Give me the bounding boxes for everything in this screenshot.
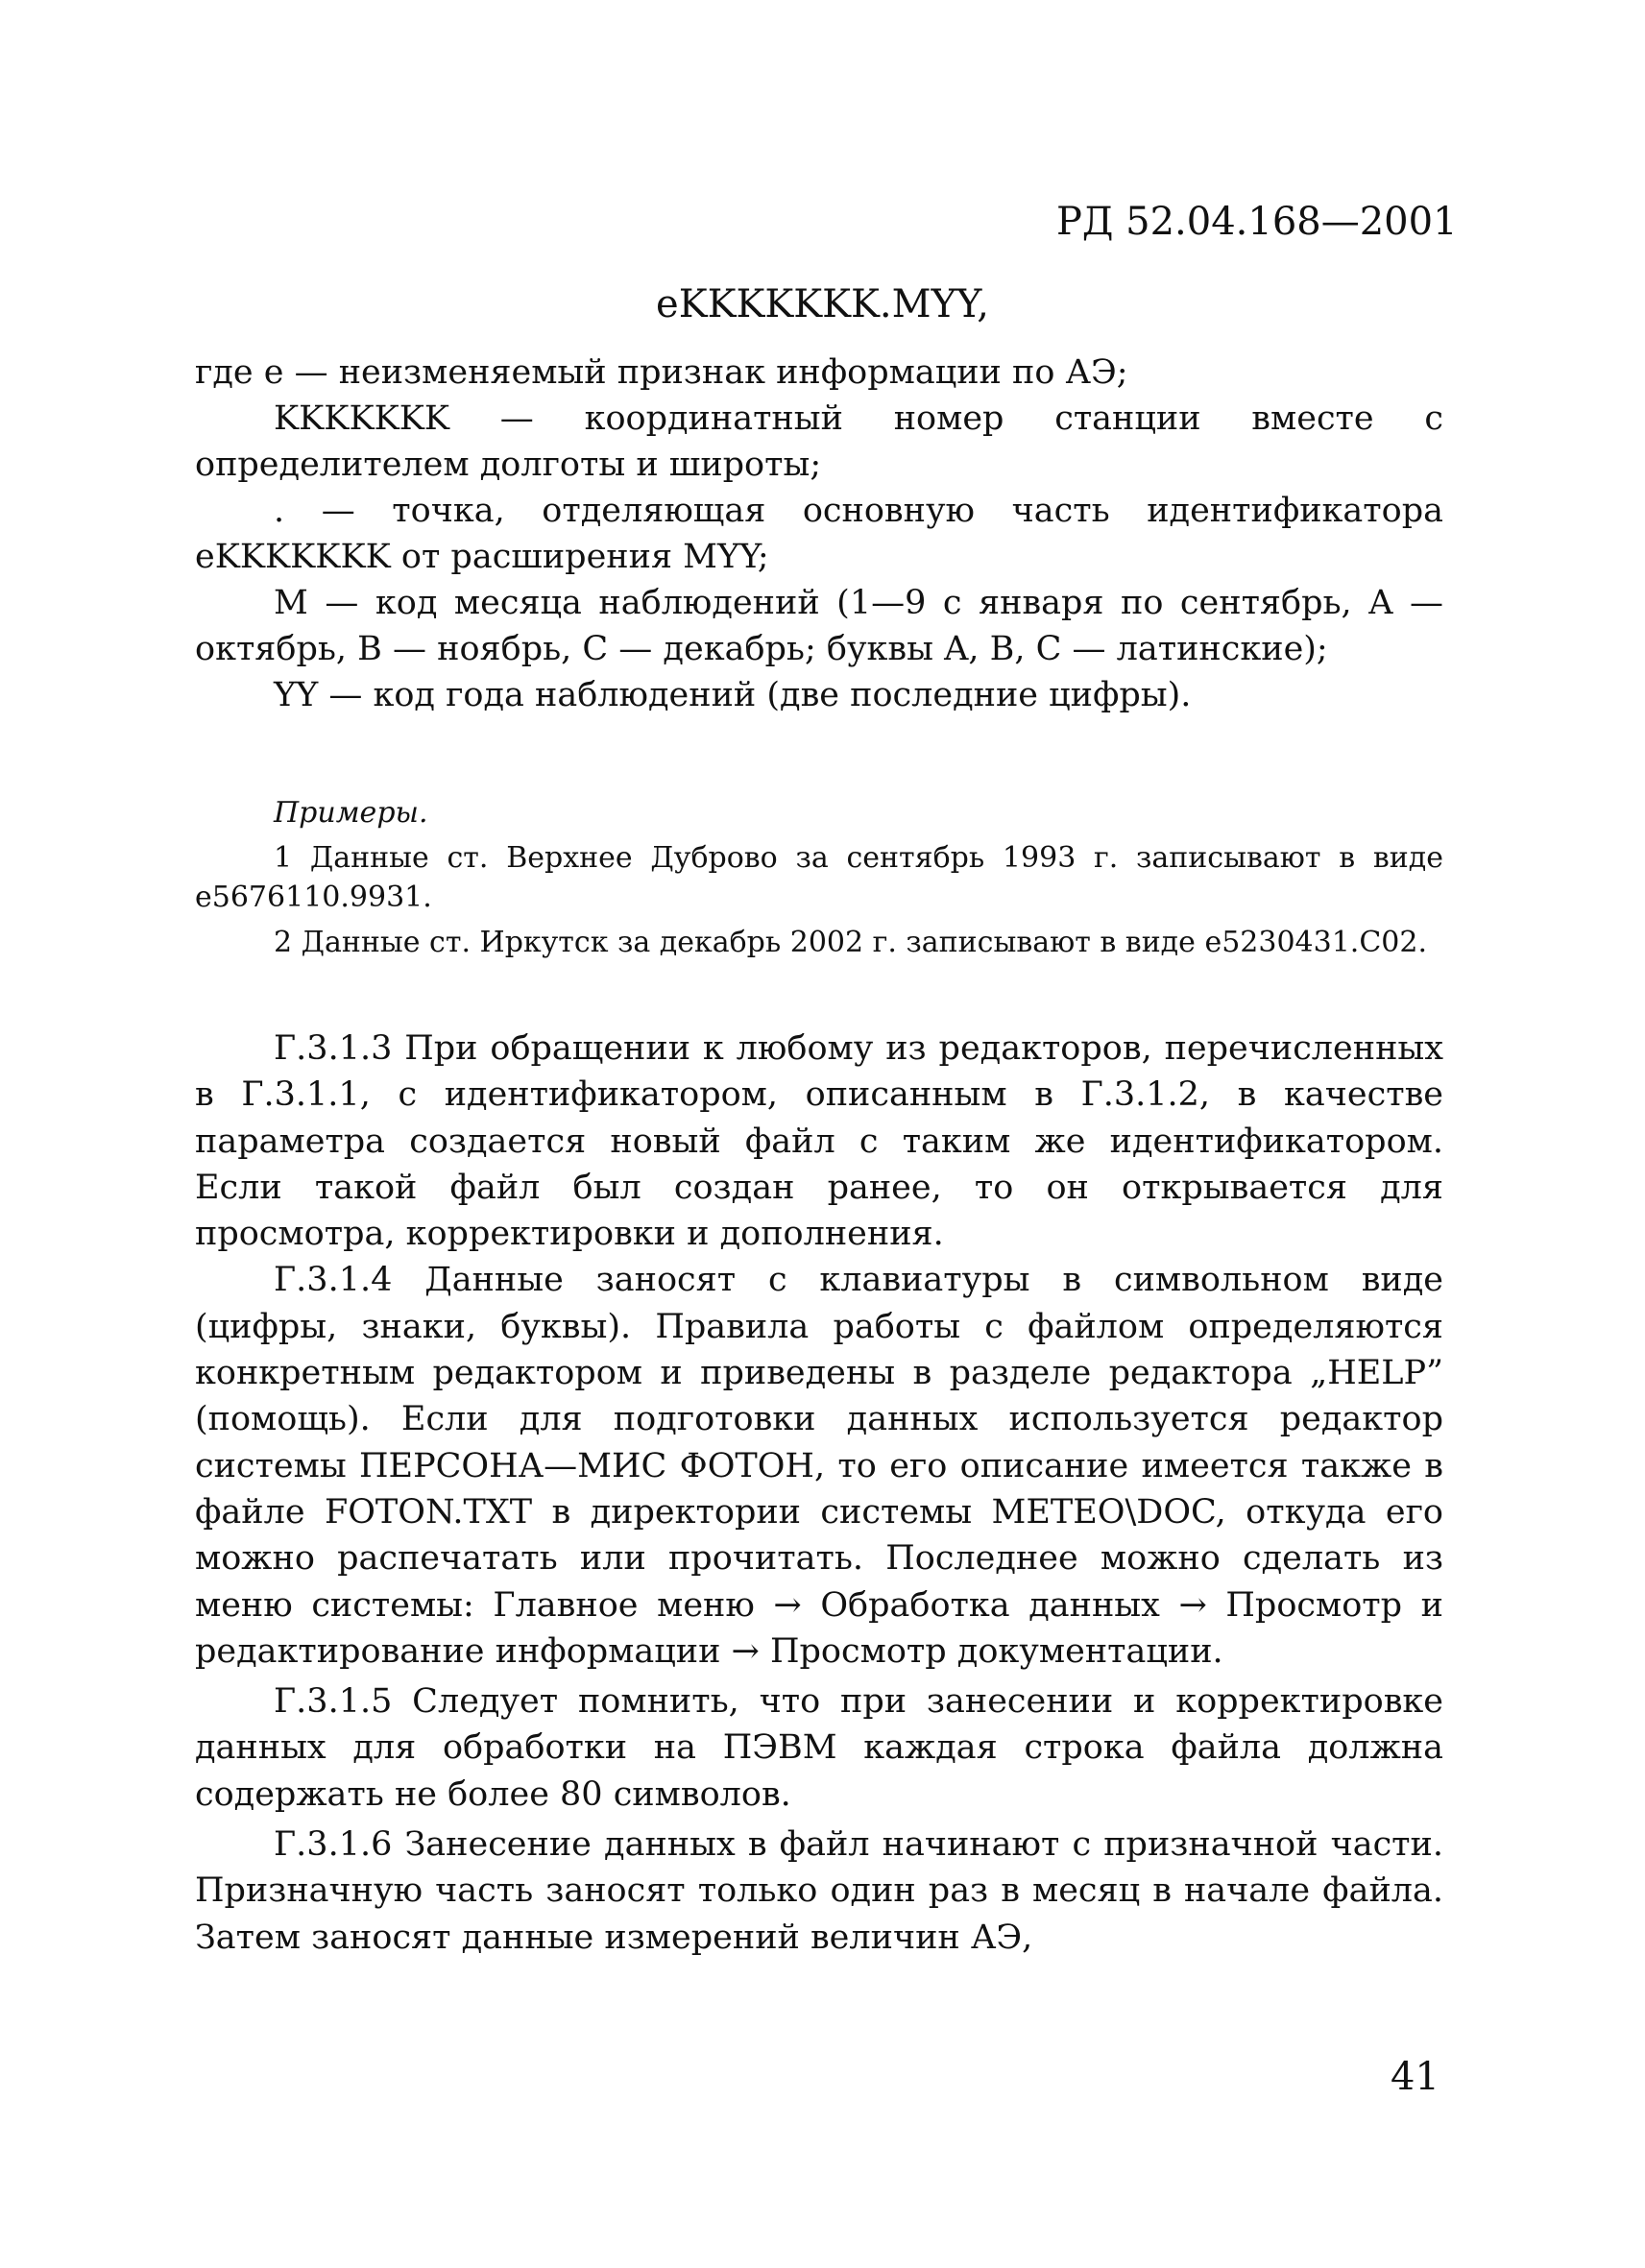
definition-item: M — код месяца наблюдений (1—9 с января по сентябрь, A — октябрь, B — ноябрь, C — декабрь; буквы A, B, C — латинские); (195, 584, 1443, 668)
examples-section (195, 793, 1443, 968)
document-code: РД 52.04.168—2001 (1056, 200, 1458, 244)
definition-item: . — точка, отделяющая основную часть идентификатора eKKKKKKK от расширения MYY; (195, 492, 1443, 576)
example-item: 1 Данные ст. Верхнее Дуброво за сентябрь 1993 г. записывают в виде e5676110.9931. (195, 841, 1443, 914)
paragraph-g3-1-4: Г.3.1.4 Данные заносят с клавиатуры в символьном виде (цифры, знаки, буквы). Правила работы с файлом определяются конкретным редактором и приведены в разделе редактора „HELP” (помощь). Если для подготовки данных используется редактор системы ПЕРСОНА—МИС ФОТОН, то его описание имеется также в файле FOTON.TXT в директории системы METEO\DOC, откуда его можно распечатать или прочитать. Последнее можно сделать из меню системы: Главное меню → Обработка данных → Просмотр и редактирование информации → Просмотр документации. (195, 1261, 1443, 1671)
examples-title: Примеры. (274, 796, 428, 830)
example-item: 2 Данные ст. Иркутск за декабрь 2002 г. записывают в виде e5230431.C02. (274, 926, 1428, 959)
paragraph-g3-1-6: Г.3.1.6 Занесение данных в файл начинают с призначной части. Призначную часть заносят только один раз в месяц в начале файла. Затем заносят данные измерений величин АЭ, (195, 1825, 1443, 1957)
paragraph-g3-1-5: Г.3.1.5 Следует помнить, что при занесении и корректировке данных для обработки на ПЭВМ каждая строка файла должна содержать не более 80 символов. (195, 1682, 1443, 1814)
main-text (195, 1025, 1443, 1961)
definition-item: KKKKKKK — координатный номер станции вместе с определителем долготы и широты; (195, 399, 1443, 484)
definition-item: где e — неизменяемый признак информации по АЭ; (195, 353, 1128, 392)
page-number: 41 (1391, 2055, 1439, 2099)
paragraph-g3-1-3: Г.3.1.3 При обращении к любому из редакторов, перечисленных в Г.3.1.1, с идентификатором, описанным в Г.3.1.2, в качестве параметра создается новый файл с таким же идентификатором. Если такой файл был создан ранее, то он открывается для просмотра, корректировки и дополнения. (195, 1029, 1443, 1254)
definitions-list (195, 350, 1443, 718)
definition-item: YY — код года наблюдений (две последние цифры). (274, 676, 1192, 714)
identifier-formula: eKKKKKKK.MYY, (656, 282, 989, 326)
